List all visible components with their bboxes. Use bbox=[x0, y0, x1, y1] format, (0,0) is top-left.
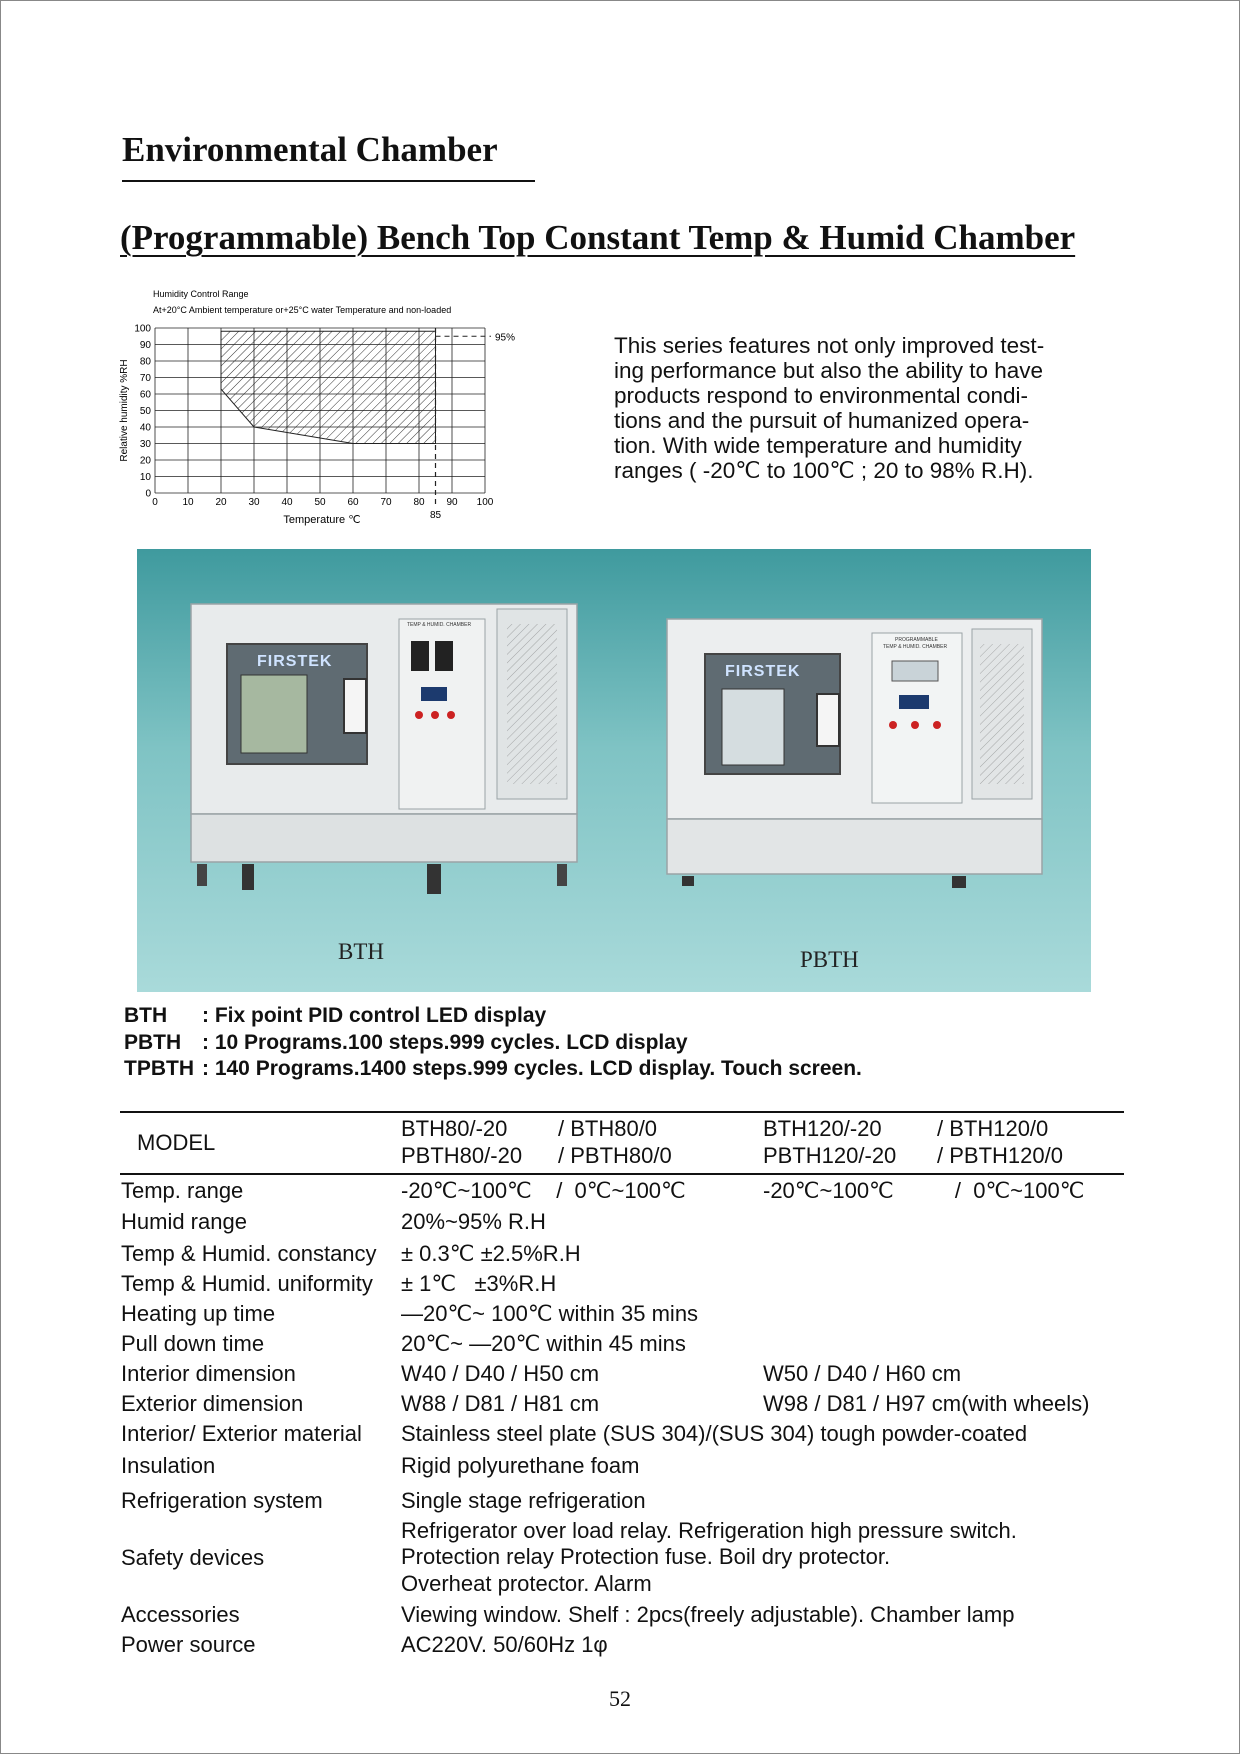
chart-x-label: Temperature ℃ bbox=[283, 514, 361, 526]
chart-x-tick-label: 20 bbox=[215, 497, 227, 508]
spec-label: Accessories bbox=[121, 1602, 240, 1627]
chart-y-label: Relative humidity %RH bbox=[119, 359, 130, 462]
spec-value: Rigid polyurethane foam bbox=[401, 1453, 640, 1478]
spec-label: Temp & Humid. constancy bbox=[121, 1241, 377, 1266]
spec-row bbox=[120, 1632, 1124, 1662]
caption-pbth: PBTH bbox=[800, 947, 859, 972]
spec-row bbox=[120, 1241, 1124, 1271]
chart-y-tick-label: 60 bbox=[139, 389, 151, 401]
spec-row bbox=[120, 1301, 1124, 1331]
brand-label-left: FIRSTEK bbox=[257, 653, 333, 670]
spec-row bbox=[120, 1421, 1124, 1453]
spec-value: Stainless steel plate (SUS 304)/(SUS 304) tough powder-coated bbox=[401, 1421, 1028, 1446]
variant-row bbox=[124, 1056, 862, 1083]
chart-y-tick-label: 0 bbox=[145, 488, 151, 500]
title-rule bbox=[122, 180, 535, 182]
chart-x-tick-label: 40 bbox=[281, 497, 293, 508]
intro-line: tion. With wide temperature and humidity bbox=[614, 433, 1022, 458]
spec-value: Single stage refrigeration bbox=[401, 1488, 646, 1513]
variant-row bbox=[124, 1030, 862, 1057]
spec-label: Temp & Humid. uniformity bbox=[121, 1271, 373, 1296]
spec-label: Refrigeration system bbox=[121, 1488, 323, 1513]
spec-top-rule bbox=[120, 1111, 1124, 1113]
spec-table bbox=[120, 1174, 1124, 1658]
spec-value: ± 1℃ ±3%R.H bbox=[401, 1271, 557, 1296]
spec-value: W40 / D40 / H50 cm bbox=[401, 1361, 600, 1386]
model-b1: BTH120/-20 bbox=[763, 1116, 882, 1141]
intro-paragraph bbox=[614, 333, 1124, 483]
spec-label: Temp. range bbox=[121, 1178, 244, 1203]
model-a3: PBTH80/-20 bbox=[401, 1143, 523, 1168]
caption-bth: BTH bbox=[338, 939, 384, 964]
spec-label: Exterior dimension bbox=[121, 1391, 304, 1416]
chart-x-tick-label: 80 bbox=[413, 497, 425, 508]
intro-line: products respond to environmental condi- bbox=[614, 383, 1028, 408]
page-subtitle: (Programmable) Bench Top Constant Temp & Humid Chamber bbox=[120, 218, 1076, 257]
variant-desc: : 140 Programs.1400 steps.999 cycles. LCD display. Touch screen. bbox=[202, 1057, 862, 1080]
spec-row bbox=[120, 1488, 1124, 1518]
product-photo bbox=[137, 549, 1091, 992]
model-a1: BTH80/-20 bbox=[401, 1116, 508, 1141]
chart-y-tick-label: 90 bbox=[139, 340, 151, 351]
chart-x-tick-label: 0 bbox=[152, 497, 158, 508]
spec-value: AC220V. 50/60Hz 1φ bbox=[401, 1632, 608, 1657]
variant-code: TPBTH bbox=[124, 1057, 194, 1080]
spec-value: -20℃~100℃ / 0℃~100℃ bbox=[401, 1178, 686, 1203]
spec-value: —20℃~ 100℃ within 35 mins bbox=[401, 1301, 699, 1326]
page-number: 52 bbox=[609, 1686, 631, 1711]
spec-row bbox=[120, 1178, 1124, 1209]
spec-label: Pull down time bbox=[121, 1331, 265, 1356]
spec-row bbox=[120, 1453, 1124, 1488]
pbth-chamber bbox=[667, 619, 1042, 888]
chart-x-tick-label: 10 bbox=[182, 497, 194, 508]
spec-row bbox=[120, 1602, 1124, 1632]
spec-value: Refrigerator over load relay. Refrigeration high pressure switch. bbox=[401, 1518, 1017, 1543]
panel-label-right-2: TEMP & HUMID. CHAMBER bbox=[883, 644, 948, 650]
chart-y-tick-label: 20 bbox=[139, 455, 151, 467]
chart-subtitle: At+20°C Ambient temperature or+25°C water Temperature and non-loaded bbox=[153, 305, 452, 315]
spec-label: Power source bbox=[121, 1632, 256, 1657]
chart-x-tick-label: 60 bbox=[347, 497, 359, 508]
spec-label: Insulation bbox=[121, 1453, 216, 1478]
spec-label: Interior dimension bbox=[121, 1361, 296, 1386]
spec-value: 20℃~ —20℃ within 45 mins bbox=[401, 1331, 686, 1356]
model-label: MODEL bbox=[137, 1130, 216, 1155]
variant-desc: : Fix point PID control LED display bbox=[202, 1004, 547, 1027]
spec-value-2: W50 / D40 / H60 cm bbox=[763, 1361, 962, 1386]
spec-row bbox=[120, 1271, 1124, 1301]
chart-annotation-85: 85 bbox=[429, 510, 442, 521]
spec-value: ± 0.3℃ ±2.5%R.H bbox=[401, 1241, 581, 1266]
panel-label-left: TEMP & HUMID. CHAMBER bbox=[407, 622, 472, 628]
spec-value: 20%~95% R.H bbox=[401, 1209, 546, 1234]
chart-x-tick-label: 30 bbox=[248, 497, 260, 508]
chart-x-tick-label: 100 bbox=[476, 497, 494, 508]
humidity-chart-svg bbox=[115, 285, 545, 535]
chart-x-tick-label: 90 bbox=[446, 497, 458, 508]
spec-value-2: W98 / D81 / H97 cm(with wheels) bbox=[763, 1391, 1090, 1416]
chart-annotation-95: 95% bbox=[495, 332, 516, 344]
chart-y-tick-label: 40 bbox=[139, 422, 151, 434]
bth-chamber bbox=[191, 604, 577, 894]
model-a4: / PBTH80/0 bbox=[558, 1143, 672, 1168]
spec-label: Humid range bbox=[121, 1209, 247, 1234]
intro-line: tions and the pursuit of humanized opera- bbox=[614, 408, 1030, 433]
spec-row bbox=[120, 1209, 1124, 1241]
model-a2: / BTH80/0 bbox=[558, 1116, 658, 1141]
chart-y-tick-label: 80 bbox=[139, 356, 151, 368]
spec-label: Safety devices bbox=[121, 1545, 265, 1570]
chart-x-tick-label: 50 bbox=[314, 497, 326, 508]
page-title: Environmental Chamber bbox=[122, 130, 498, 169]
spec-value: W88 / D81 / H81 cm bbox=[401, 1391, 600, 1416]
spec-row bbox=[120, 1391, 1124, 1421]
chart-y-tick-label: 10 bbox=[139, 472, 151, 483]
brand-label-right: FIRSTEK bbox=[725, 663, 801, 680]
variant-code: BTH bbox=[124, 1004, 168, 1027]
variant-list bbox=[124, 1003, 862, 1083]
intro-line: This series features not only improved test- bbox=[614, 333, 1045, 358]
variant-desc: : 10 Programs.100 steps.999 cycles. LCD display bbox=[202, 1030, 688, 1054]
model-b3: PBTH120/-20 bbox=[763, 1143, 897, 1168]
spec-row-safety bbox=[120, 1518, 1124, 1602]
intro-line: ing performance but also the ability to have bbox=[614, 358, 1044, 383]
variant-code: PBTH bbox=[124, 1030, 182, 1054]
spec-value-2: -20℃~100℃ / 0℃~100℃ bbox=[763, 1178, 1085, 1203]
panel-label-right-1: PROGRAMMABLE bbox=[895, 637, 938, 643]
chart-y-tick-label: 50 bbox=[139, 406, 151, 417]
model-b4: / PBTH120/0 bbox=[937, 1143, 1063, 1168]
chart-y-tick-label: 70 bbox=[139, 373, 151, 384]
spec-row bbox=[120, 1361, 1124, 1391]
chart-y-tick-label: 100 bbox=[134, 323, 151, 335]
model-b2: / BTH120/0 bbox=[937, 1116, 1049, 1141]
chart-x-tick-label: 70 bbox=[380, 497, 392, 508]
variant-row bbox=[124, 1003, 862, 1030]
humidity-chart bbox=[115, 285, 545, 535]
chambers-illustration bbox=[137, 549, 1091, 992]
spec-label: Interior/ Exterior material bbox=[121, 1421, 362, 1446]
chart-y-tick-label: 30 bbox=[139, 439, 151, 450]
spec-value: Viewing window. Shelf : 2pcs(freely adjustable). Chamber lamp bbox=[401, 1602, 1015, 1627]
spec-value: Overheat protector. Alarm bbox=[401, 1571, 652, 1596]
intro-line: ranges ( -20℃ to 100℃ ; 20 to 98% R.H). bbox=[614, 458, 1034, 483]
spec-value: Protection relay Protection fuse. Boil dry protector. bbox=[401, 1544, 891, 1569]
spec-row bbox=[120, 1331, 1124, 1361]
chart-title: Humidity Control Range bbox=[153, 289, 249, 299]
spec-label: Heating up time bbox=[121, 1301, 276, 1326]
